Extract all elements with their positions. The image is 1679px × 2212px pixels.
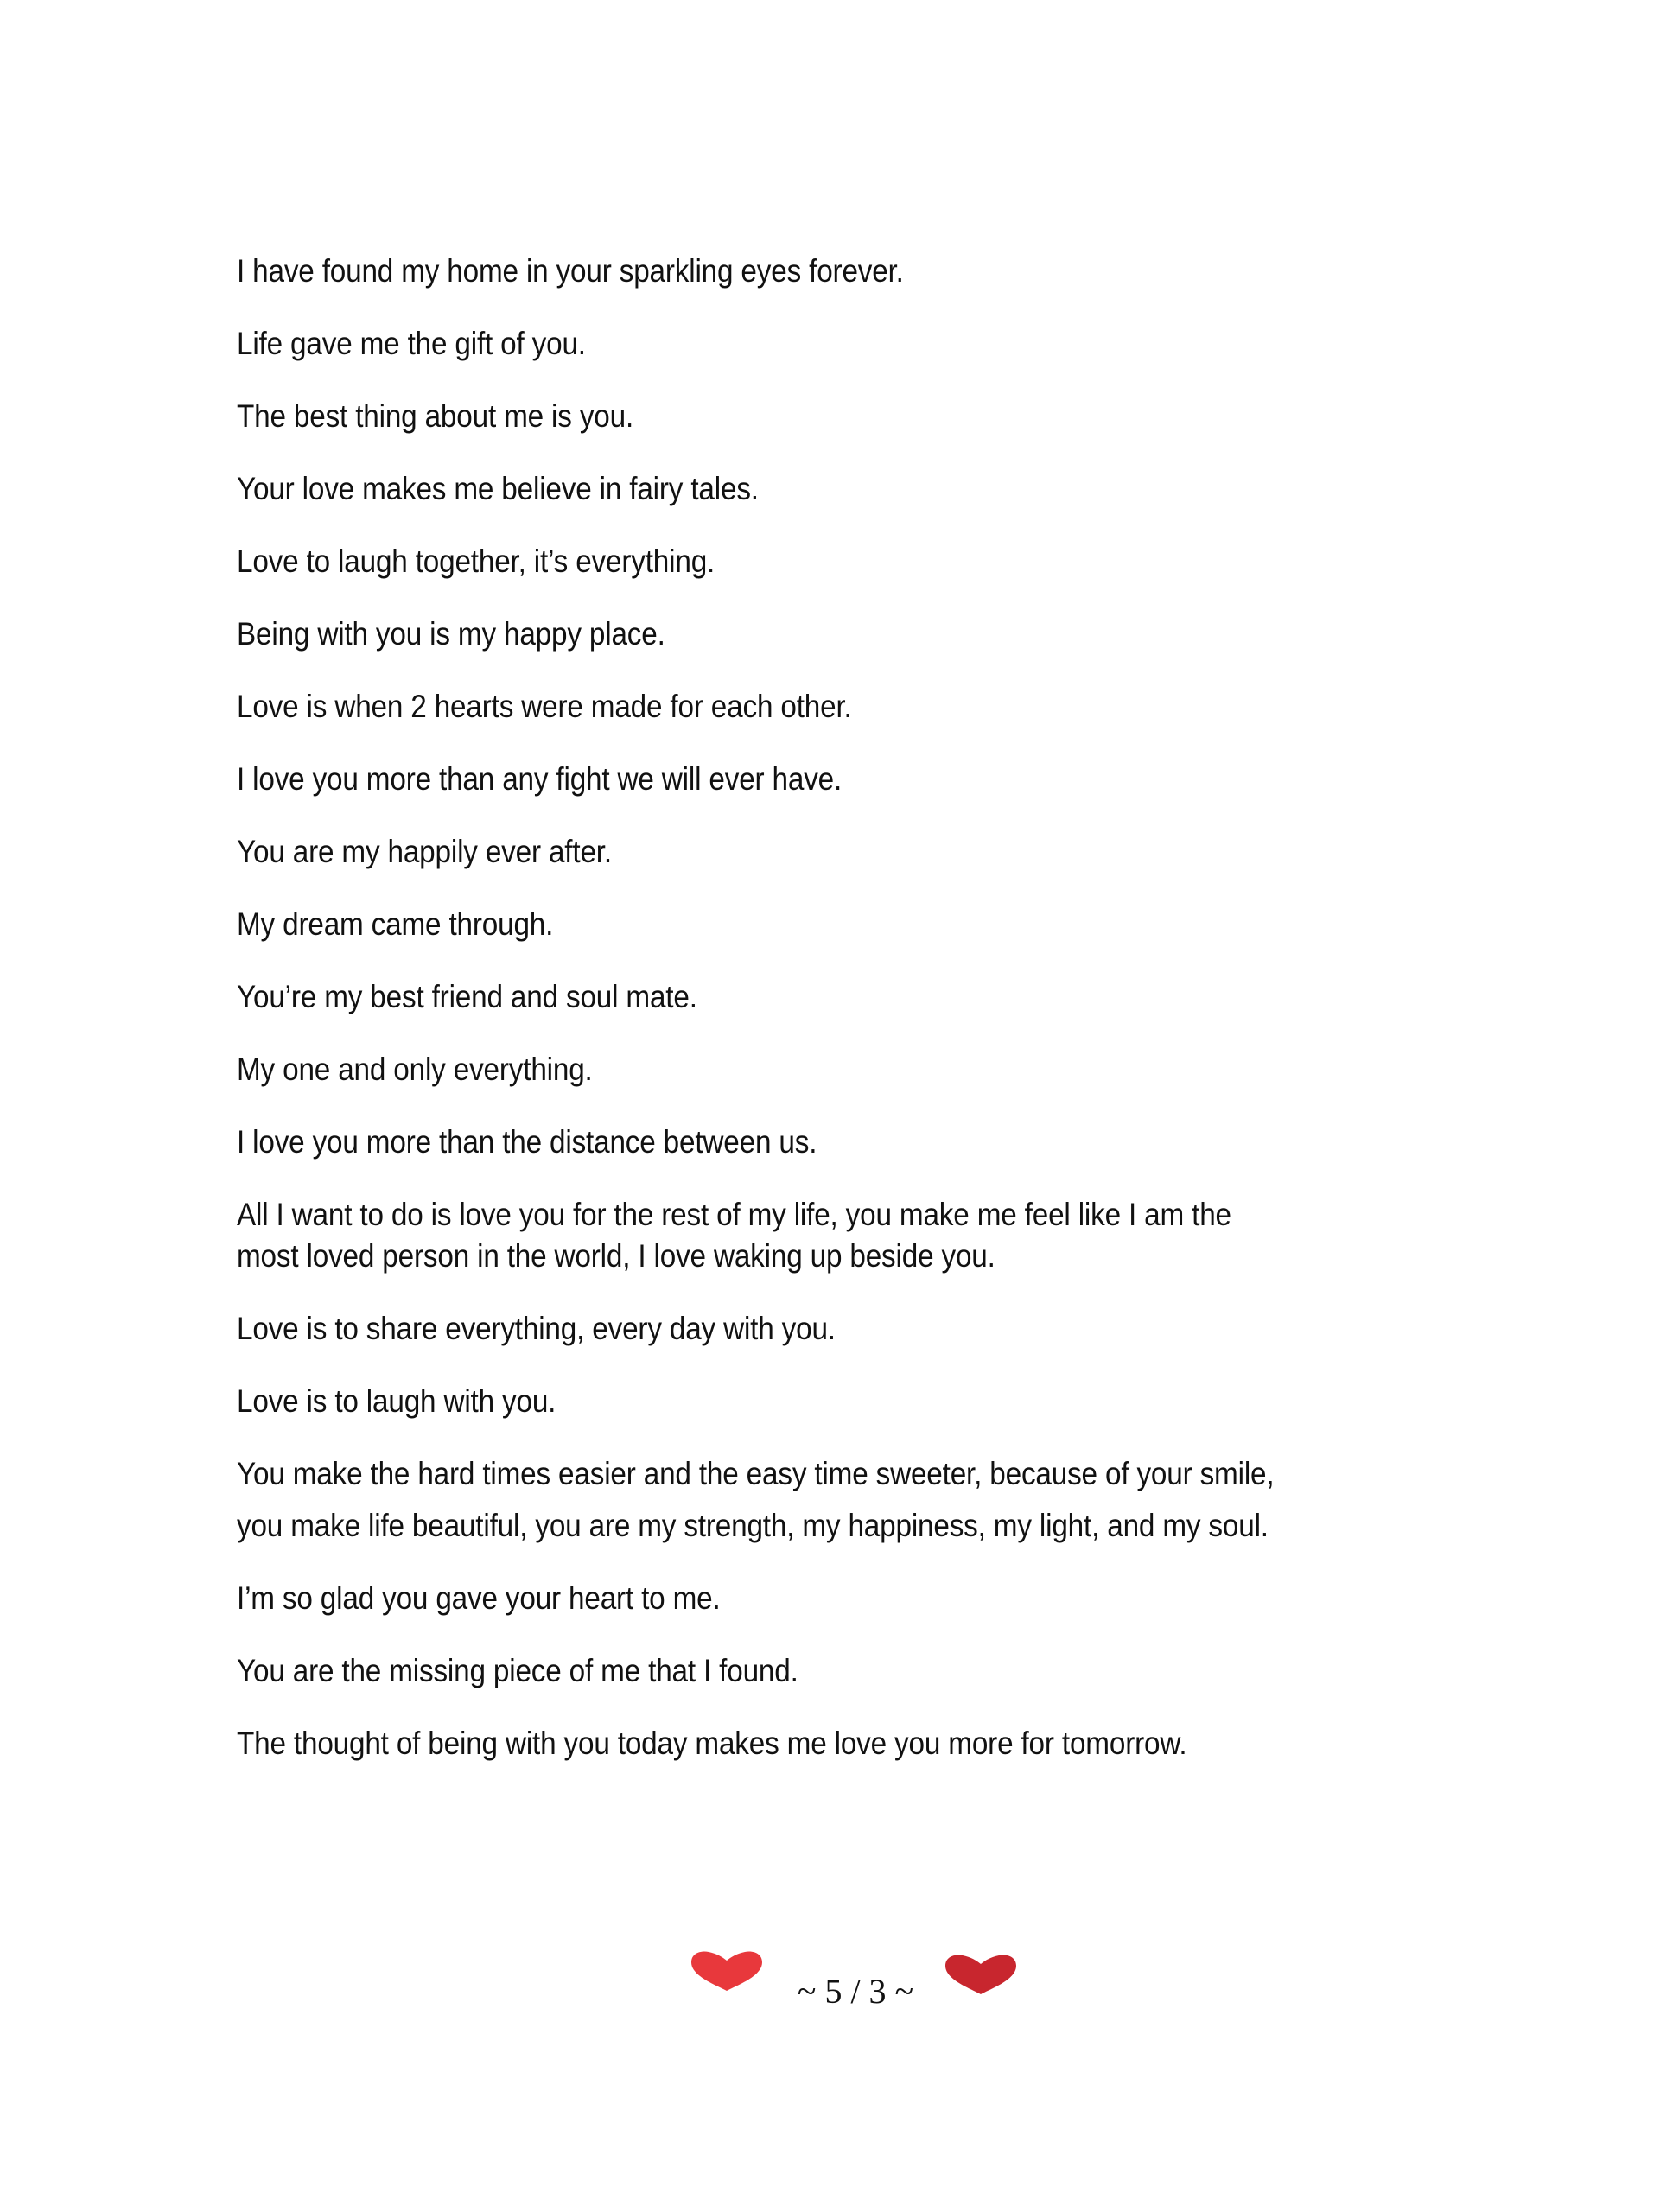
quote-line: My one and only everything. [237, 1052, 593, 1087]
quote-line: Love is to laugh with you. [237, 1383, 556, 1419]
quote-line: My dream came through. [237, 906, 554, 942]
quote-line: You are the missing piece of me that I found. [237, 1653, 798, 1688]
quote-line: I’m so glad you gave your heart to me. [237, 1580, 721, 1616]
quote-paragraph-line: you make life beautiful, you are my strength, my happiness, my light, and my soul. [237, 1508, 1269, 1543]
quote-line: You’re my best friend and soul mate. [237, 979, 697, 1014]
quote-paragraph-line: most loved person in the world, I love waking up beside you. [237, 1238, 995, 1274]
quote-line: Your love makes me believe in fairy tales. [237, 471, 759, 506]
quote-line: Love is when 2 hearts were made for each other. [237, 689, 852, 724]
heart-icon [690, 1950, 764, 1992]
quote-paragraph-line: You make the hard times easier and the easy time sweeter, because of your smile, [237, 1456, 1275, 1491]
page-number: ~ 5 / 3 ~ [797, 1972, 914, 2011]
quote-paragraph [237, 1453, 1403, 1547]
quote-list [237, 251, 1533, 1796]
heart-icon [944, 1954, 1018, 1995]
quote-line: I love you more than the distance between us. [237, 1124, 817, 1160]
quote-line: Life gave me the gift of you. [237, 326, 586, 361]
quote-line: Being with you is my happy place. [237, 616, 665, 652]
page-footer [683, 1940, 1028, 2026]
quote-line: Love to laugh together, it’s everything. [237, 543, 715, 579]
quote-line: I have found my home in your sparkling eyes forever. [237, 253, 904, 289]
quote-paragraph [237, 1194, 1403, 1277]
quote-line: I love you more than any fight we will ever have. [237, 761, 843, 797]
quote-line: You are my happily ever after. [237, 834, 612, 869]
quote-paragraph-line: All I want to do is love you for the rest of my life, you make me feel like I am the [237, 1197, 1231, 1232]
quote-line: The thought of being with you today makes me love you more for tomorrow. [237, 1726, 1187, 1761]
quote-line: The best thing about me is you. [237, 398, 634, 434]
quote-line: Love is to share everything, every day with you. [237, 1311, 836, 1346]
